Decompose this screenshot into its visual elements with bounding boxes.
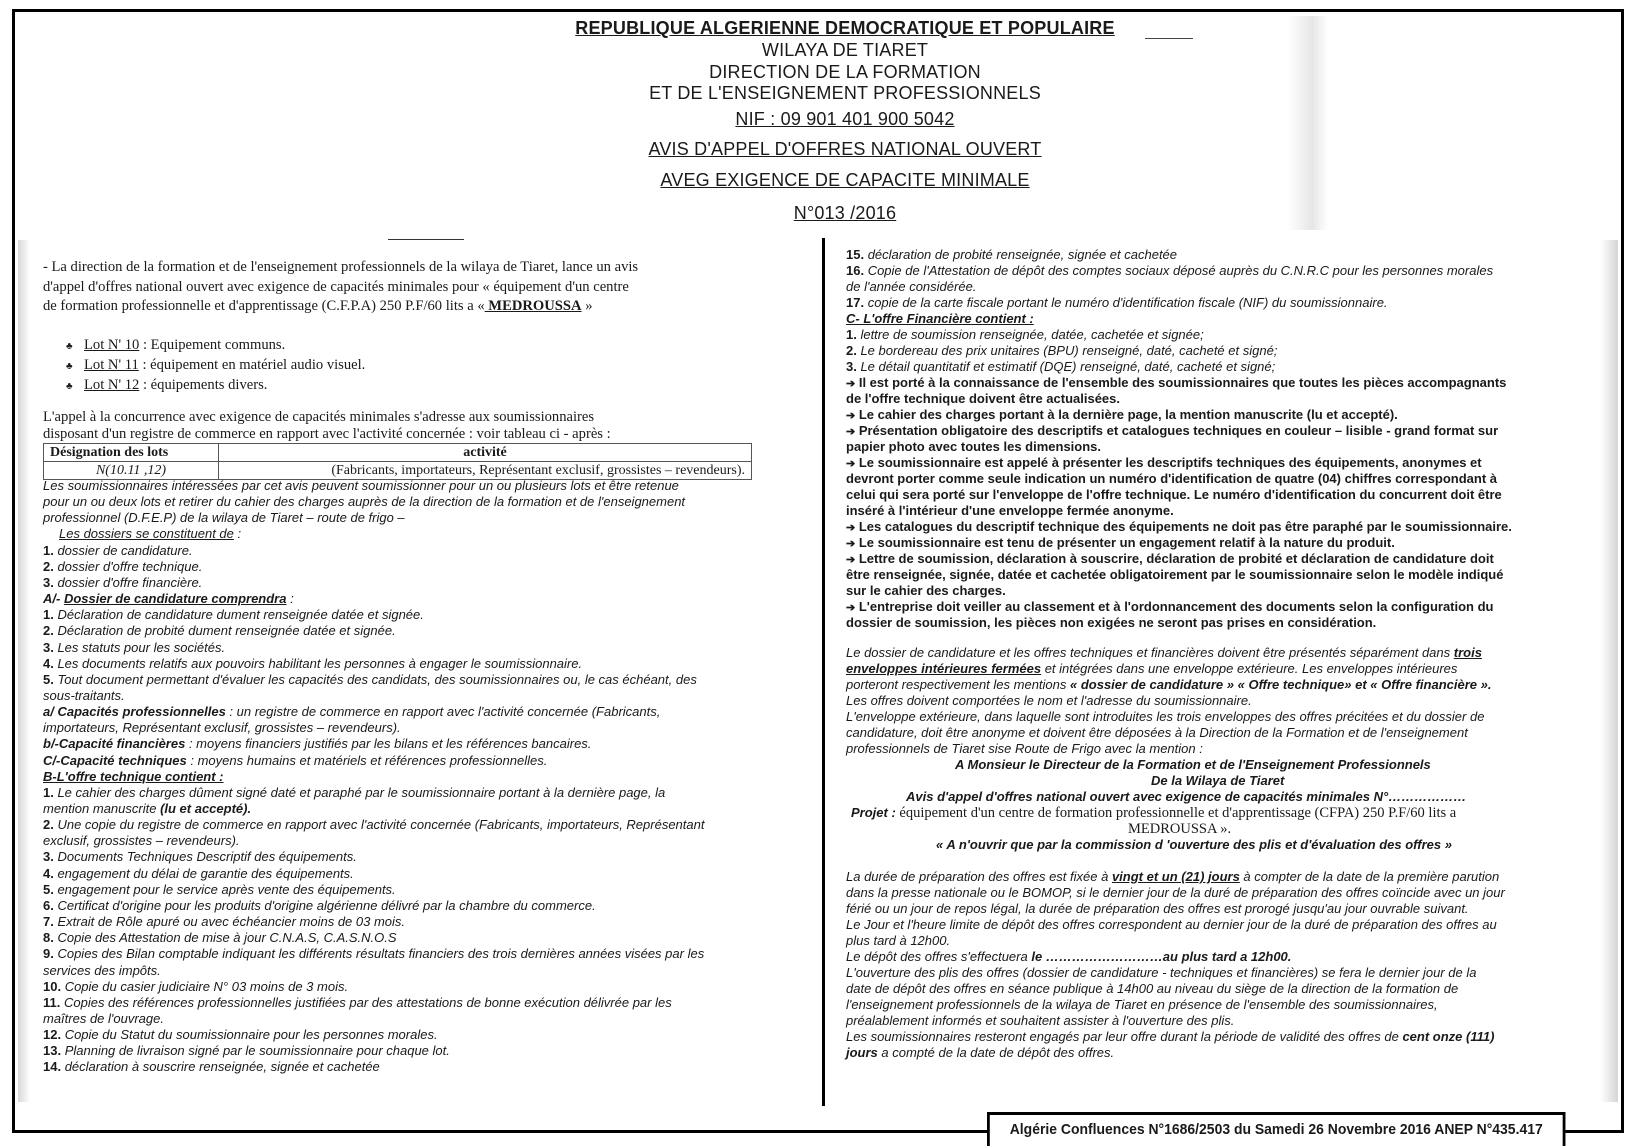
header-republic: REPUBLIQUE ALGERIENNE DEMOCRATIQUE ET POPULAIRE xyxy=(575,18,1115,38)
item-number: 14. xyxy=(43,1059,62,1075)
enveloppes-line-1: Le dossier de candidature et les offres techniques et financières doivent être présentés séparément dans trois xyxy=(846,645,1482,660)
item-number: 11. xyxy=(43,994,61,1010)
item-number: 17. xyxy=(846,295,865,310)
item-number: 6. xyxy=(43,897,54,913)
lot-description: : équipement en matériel audio visuel. xyxy=(138,357,366,373)
lot-description: : Equipement communs. xyxy=(139,337,286,353)
lot-label: Lot N' 11 xyxy=(84,357,139,373)
lot-item xyxy=(66,357,365,375)
left-text-line: 3. dossier d'offre financière. xyxy=(43,574,203,590)
engagement-line-2: jours a compté de la date de dépôt des offres. xyxy=(846,1045,1115,1060)
duree-line-3: férié ou un jour de repos légal, la durée de préparation des offres est prorogé jusqu'au jour ouvrable suivant. xyxy=(846,901,1469,916)
club-bullet-icon: ♣ xyxy=(66,341,73,352)
ouverture-line-3: l'enseignement professionnels de la wilaya de Tiaret en présence de l'ensemble des soumissionnaires, xyxy=(846,997,1438,1012)
appel-line-2: disposant d'un registre de commerce en rapport avec l'activité concernée : voir tableau ci - après : xyxy=(43,426,611,442)
left-text-line: b/-Capacité financières : moyens financiers justifiés par les bilans et les références bancaires. xyxy=(43,736,592,752)
left-text-line: 5. engagement pour le service après vente des équipements. xyxy=(43,881,396,897)
right-text-line: devront porter comme seule indication un numéro d'identification de quatre (04) chiffres correspondant à xyxy=(846,471,1498,486)
item-number: 2. xyxy=(846,343,857,358)
header-direction: DIRECTION DE LA FORMATION xyxy=(709,62,981,82)
left-text-line: 4. engagement du délai de garantie des équipements. xyxy=(43,865,354,881)
club-bullet-icon: ♣ xyxy=(66,361,73,372)
column-divider xyxy=(822,238,825,1106)
duree-line-5: plus tard à 12h00. xyxy=(846,933,951,948)
duree-line-1: La durée de préparation des offres est fixée à vingt et un (21) jours à compter de la date de la première parution xyxy=(846,869,1500,884)
item-number: 15. xyxy=(846,247,865,262)
address-line-2: De la Wilaya de Tiaret xyxy=(1151,773,1285,788)
left-text-line: services des impôts. xyxy=(43,962,161,978)
left-text-line: 2. Déclaration de probité dument renseignée datée et signée. xyxy=(43,623,396,639)
item-number: 3. xyxy=(43,849,54,865)
left-text-line: exclusif, grossistes – revendeurs). xyxy=(43,833,240,849)
left-text-line: 2. Une copie du registre de commerce en rapport avec l'activité concernée (Fabricants, importateurs, Représentant xyxy=(43,817,705,833)
item-number: 3. xyxy=(43,574,54,590)
intro-line-2: d'appel d'offres national ouvert avec exigence de capacités minimales pour « équipement d'un centre xyxy=(43,279,629,295)
lot-label: Lot N' 10 xyxy=(84,337,140,353)
enveloppes-line-4: Les offres doivent comportées le nom et l'adresse du soumissionnaire. xyxy=(846,693,1252,708)
left-text-line: importateurs, Représentant exclusif, grossistes – revendeurs). xyxy=(43,720,401,736)
ouverture-line-4: préalablement informés et souhaitent assister à l'ouverture des plis. xyxy=(846,1013,1235,1028)
right-text-line: être renseignée, signée, datée et cachetée obligatoirement par le soumissionnaire selon le modèle indiqué xyxy=(846,567,1504,582)
left-text-line: 12. Copie du Statut du soumissionnaire pour les personnes morales. xyxy=(43,1027,438,1043)
intro-line-3: de formation professionnelle et d'apprentissage (C.F.P.A) 250 P.F/60 lits a « MEDROUSSA » xyxy=(43,298,593,314)
ouverture-line-2: date de dépôt des offres en séance publique à 14h00 au niveau du siège de la direction de la formation de xyxy=(846,981,1459,996)
lot-item xyxy=(66,337,285,355)
exterieure-line-3: professionnels de Tiaret sise Route de Frigo avec la mention : xyxy=(846,741,1203,756)
item-number: 10. xyxy=(43,978,62,994)
left-text-line: 11. Copies des références professionnelles justifiées par des attestations de bonne exécution délivrée par les xyxy=(43,994,672,1010)
item-number: 1. xyxy=(43,542,54,558)
ouverture-line-1: L'ouverture des plis des offres (dossier de candidature - techniques et financières) se fera le dernier jour de la xyxy=(846,965,1477,980)
right-text-line: ➔ L'entreprise doit veiller au classement et à l'ordonnancement des documents selon la configuration du xyxy=(846,599,1494,614)
left-text-line: 4. Les documents relatifs aux pouvoirs habilitant les personnes à engager le soumissionnaire. xyxy=(43,655,583,671)
header-avis: AVIS D'APPEL D'OFFRES NATIONAL OUVERT xyxy=(648,139,1042,159)
lots-table xyxy=(43,443,752,480)
right-text-line: ➔ Les catalogues du descriptif technique des équipements ne doit pas être paraphé par le soumissionnaire. xyxy=(846,519,1512,534)
left-text-line: 5. Tout document permettant d'évaluer les capacités des candidats, des soumissionnaires ou, le cas échéant, des xyxy=(43,671,697,687)
arrow-bullet-icon: ➔ xyxy=(846,522,856,534)
left-text-line: 3. Les statuts pour les sociétés. xyxy=(43,639,226,655)
item-number: 9. xyxy=(43,946,54,962)
right-text-line: celui qui sera porté sur l'enveloppe de l'offre technique. Le numéro d'identification du concurrent doit être xyxy=(846,487,1502,502)
item-number: 8. xyxy=(43,930,54,946)
table-cell-lots: N(10.11 ,12) xyxy=(44,462,219,480)
arrow-bullet-icon: ➔ xyxy=(846,410,856,422)
left-text-line: pour un ou deux lots et retirer du cahier des charges auprès de la direction de la formation et de l'enseignement xyxy=(43,494,686,510)
exterieure-line-2: candidature, doit être anonyme et doivent être déposées à la Direction de la Formation et de l'enseignement xyxy=(846,725,1468,740)
enveloppes-line-2: enveloppes intérieures fermées et intégrées dans une enveloppe extérieure. Les enveloppes intérieures xyxy=(846,661,1458,676)
item-number: 7. xyxy=(43,914,54,930)
club-bullet-icon: ♣ xyxy=(66,381,73,392)
appel-line-1: L'appel à la concurrence avec exigence de capacités minimales s'adresse aux soumissionnaires xyxy=(43,409,595,425)
left-text-line: 13. Planning de livraison signé par le soumissionnaire pour chaque lot. xyxy=(43,1043,450,1059)
exterieure-line-1: L'enveloppe extérieure, dans laquelle sont introduites les trois enveloppes des offres précitées et du dossier de xyxy=(846,709,1485,724)
table-header-activite: activité xyxy=(219,444,752,462)
right-text-line: dossier de soumission, les pièces non exigées ne seront pas prises en considération. xyxy=(846,615,1377,630)
projet-place: MEDROUSSA ». xyxy=(1128,821,1232,837)
arrow-bullet-icon: ➔ xyxy=(846,554,856,566)
item-number: 1. xyxy=(846,327,857,342)
right-text-line: ➔ Lettre de soumission, déclaration à souscrire, déclaration de probité et déclaration de candidature doit xyxy=(846,551,1494,566)
left-text-line: 1. Le cahier des charges dûment signé daté et paraphé par le soumissionnaire portant à la dernière page, la xyxy=(43,784,666,800)
right-text-line: papier photo avec toutes les dimensions. xyxy=(846,439,1102,454)
address-line-1: A Monsieur le Directeur de la Formation et de l'Enseignement Professionnels xyxy=(955,757,1431,772)
header-nif: NIF : 09 901 401 900 5042 xyxy=(735,109,955,129)
lot-item xyxy=(66,377,267,395)
left-text-line: 1. dossier de candidature. xyxy=(43,542,193,558)
right-text-line: 15. déclaration de probité renseignée, signée et cachetée xyxy=(846,247,1178,262)
left-text-line: maîtres de l'ouvrage. xyxy=(43,1010,164,1026)
item-number: 2. xyxy=(43,817,54,833)
left-text-line: 1. Déclaration de candidature dument renseignée datée et signée. xyxy=(43,607,424,623)
arrow-bullet-icon: ➔ xyxy=(846,458,856,470)
left-text-line: 14. déclaration à souscrire renseignée, signée et cachetée xyxy=(43,1059,380,1075)
left-text-line: 10. Copie du casier judiciaire N° 03 moins de 3 mois. xyxy=(43,978,349,994)
right-text-line: ➔ Il est porté à la connaissance de l'ensemble des soumissionnaires que toutes les pièces accompagnants xyxy=(846,375,1507,390)
item-number: 4. xyxy=(43,655,54,671)
arrow-bullet-icon: ➔ xyxy=(846,378,856,390)
item-number: 5. xyxy=(43,881,54,897)
duree-line-4: Le Jour et l'heure limite de dépôt des offres correspondent au dernier jour de la duré de préparation des offres au xyxy=(846,917,1497,932)
left-text-line: Les soumissionnaires intéressées par cet avis peuvent soumissionner pour un ou plusieurs lots et être retenue xyxy=(43,478,679,493)
scan-shadow-left xyxy=(18,240,30,1102)
item-number: 13. xyxy=(43,1043,62,1059)
engagement-line-1: Les soumissionnaires resteront engagés par leur offre durant la période de validité des offres de cent onze (111) xyxy=(846,1029,1495,1044)
right-text-line: 1. lettre de soumission renseignée, datée, cachetée et signée; xyxy=(846,327,1204,342)
right-text-line: C- L'offre Financière contient : xyxy=(846,311,1034,326)
right-text-line: 3. Le détail quantitatif et estimatif (DQE) renseigné, daté, cacheté et signé; xyxy=(846,359,1276,374)
right-text-line: ➔ Le cahier des charges portant à la dernière page, la mention manuscrite (lu et accepté). xyxy=(846,407,1398,422)
left-text-line: Les dossiers se constituent de : xyxy=(59,526,242,542)
left-text-line: 6. Certificat d'origine pour les produits d'origine algérienne délivré par la chambre du commerce. xyxy=(43,897,596,913)
left-text-line: a/ Capacités professionnelles : un registre de commerce en rapport avec l'activité concernée (Fabricants, xyxy=(43,704,661,720)
right-text-line: de l'année considérée. xyxy=(846,279,977,294)
item-number: 4. xyxy=(43,865,54,881)
n-ouvrir-mention: « A n'ouvrir que par la commission d 'ouverture des plis et d'évaluation des offres » xyxy=(936,837,1452,852)
arrow-bullet-icon: ➔ xyxy=(846,538,856,550)
header-dash xyxy=(1145,38,1193,39)
left-text-line: 7. Extrait de Rôle apuré ou avec échéancier moins de 03 mois. xyxy=(43,914,406,930)
item-number: 2. xyxy=(43,623,54,639)
right-text-line: ➔ Présentation obligatoire des descriptifs et catalogues techniques en couleur – lisible - grand format sur xyxy=(846,423,1499,438)
left-text-line: C/-Capacité techniques : moyens humains et matériels et références professionnelles. xyxy=(43,752,548,768)
address-line-3: Avis d'appel d'offres national ouvert avec exigence de capacités minimales N°……………… xyxy=(906,789,1467,804)
depot-line: Le dépôt des offres s'effectuera le ………………………au plus tard a 12h00. xyxy=(846,949,1292,964)
arrow-bullet-icon: ➔ xyxy=(846,426,856,438)
right-text-line: ➔ Le soumissionnaire est tenu de présenter un engagement relatif à la nature du produit. xyxy=(846,535,1395,550)
right-text-line: inséré à l'intérieur d'une enveloppe fermée anonyme. xyxy=(846,503,1174,518)
item-number: 3. xyxy=(43,639,54,655)
right-text-line: 17. copie de la carte fiscale portant le numéro d'identification fiscale (NIF) du soumissionnaire. xyxy=(846,295,1388,310)
lot-label: Lot N' 12 xyxy=(84,377,140,393)
item-number: 12. xyxy=(43,1027,62,1043)
left-text-line: 2. dossier d'offre technique. xyxy=(43,558,203,574)
header-numero: N°013 /2016 xyxy=(793,203,897,223)
left-text-line: sous-traitants. xyxy=(43,687,125,703)
enveloppes-line-3: porteront respectivement les mentions « dossier de candidature » « Offre technique» et « Offre financière ». xyxy=(846,677,1492,692)
lot-description: : équipements divers. xyxy=(139,377,268,393)
left-text-line: 9. Copies des Bilan comptable indiquant les différents résultats financiers des trois dernières années visées par les xyxy=(43,946,705,962)
duree-line-2: dans la presse nationale ou le BOMOP, si le dernier jour de la duré de préparation des offres coïncide avec un jour xyxy=(846,885,1505,900)
table-header-designation: Désignation des lots xyxy=(44,444,219,462)
publication-footer: Algérie Confluences N°1686/2503 du Samedi 26 Novembre 2016 ANEP N°435.417 xyxy=(987,1112,1565,1146)
header-wilaya: WILAYA DE TIARET xyxy=(761,40,929,60)
right-text-line: ➔ Le soumissionnaire est appelé à présenter les descriptifs techniques des équipements, anonymes et xyxy=(846,455,1482,470)
right-text-line: 16. Copie de l'Attestation de dépôt des comptes sociaux déposé auprès du C.N.R.C pour les personnes morales xyxy=(846,263,1494,278)
table-cell-activite: (Fabricants, importateurs, Représentant exclusif, grossistes – revendeurs). xyxy=(219,462,752,480)
right-text-line: de l'offre technique doivent être actualisées. xyxy=(846,391,1121,406)
left-text-line: 3. Documents Techniques Descriptif des équipements. xyxy=(43,849,357,865)
item-number: 1. xyxy=(43,607,54,623)
item-number: 16. xyxy=(846,263,865,278)
arrow-bullet-icon: ➔ xyxy=(846,602,856,614)
item-number: 5. xyxy=(43,671,54,687)
item-number: 1. xyxy=(43,784,54,800)
left-text-line: 8. Copie des Attestation de mise à jour C.N.A.S, C.A.S.N.O.S xyxy=(43,930,397,946)
projet-line: Projet : équipement d'un centre de formation professionnelle et d'apprentissage (CFPA) 250 P.F/60 lits a xyxy=(851,805,1457,821)
scan-shadow-right xyxy=(1600,240,1618,1102)
header-exigence: AVEG EXIGENCE DE CAPACITE MINIMALE xyxy=(660,170,1030,190)
left-text-line: professionnel (D.F.E.P) de la wilaya de Tiaret – route de frigo – xyxy=(43,510,405,526)
right-text-line: 2. Le bordereau des prix unitaires (BPU) renseigné, daté, cacheté et signé; xyxy=(846,343,1278,358)
right-text-line: sur le cahier des charges. xyxy=(846,583,1006,598)
item-number: 3. xyxy=(846,359,857,374)
item-number: 2. xyxy=(43,558,54,574)
left-text-line: mention manuscrite (lu et accepté). xyxy=(43,801,252,816)
left-text-line: B-L'offre technique contient : xyxy=(43,768,224,784)
left-text-line: A/- Dossier de candidature comprendra : xyxy=(43,591,294,607)
intro-line-1: - La direction de la formation et de l'enseignement professionnels de la wilaya de Tiaret, lance un avis xyxy=(43,259,639,275)
header-enseignement: ET DE L'ENSEIGNEMENT PROFESSIONNELS xyxy=(649,83,1041,103)
header-rule xyxy=(388,239,464,240)
